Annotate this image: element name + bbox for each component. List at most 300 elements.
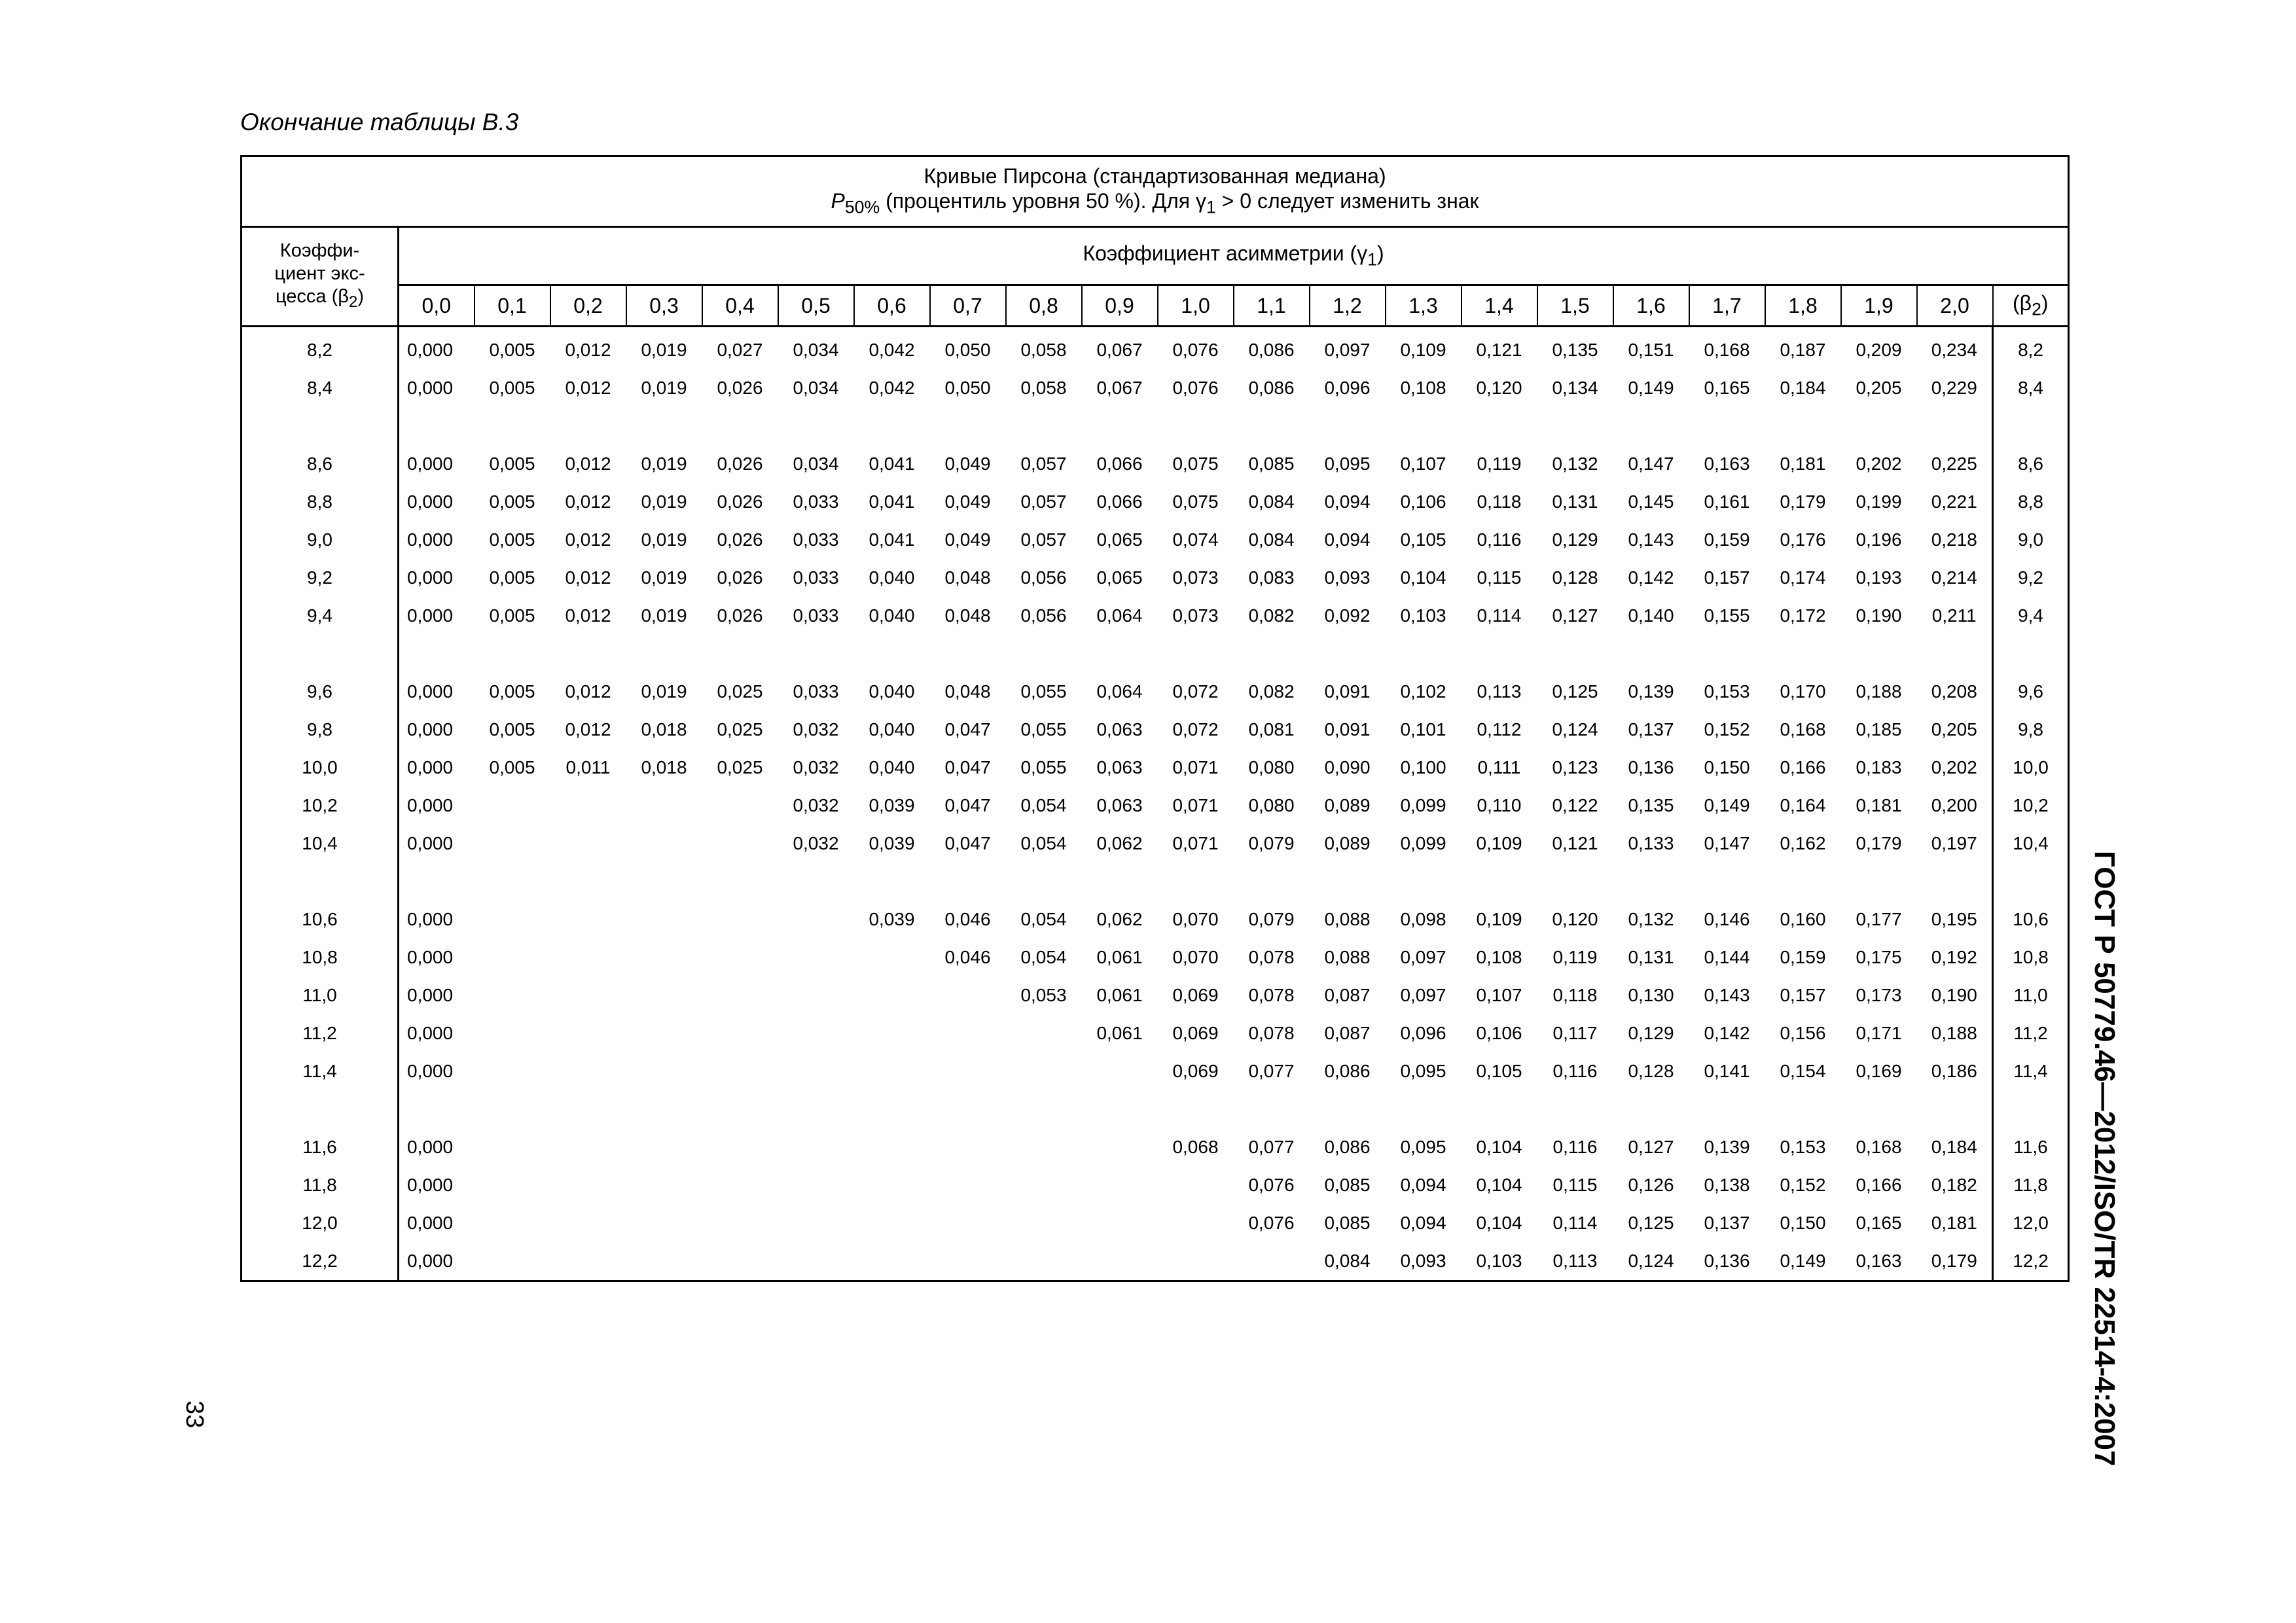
value-cell: 0,071 [1172,833,1219,853]
value-cell [778,1204,854,1242]
spacer-cell [1006,635,1082,673]
spacer-cell [1841,863,1917,901]
value-cell: 0,175 [1856,947,1902,967]
row-beta2-label-right: 9,4 [1993,597,2069,635]
value-cell: 0,093 [1324,567,1371,588]
value-cell [626,1204,702,1242]
value-cell: 0,153 [1780,1137,1826,1157]
value-cell: 0,041 [869,454,915,474]
spacer-cell [475,407,550,445]
table-row [242,1166,2069,1204]
spacer-cell [1462,1090,1537,1128]
value-cell [778,938,854,976]
value-cell [1158,1242,1234,1281]
value-cell: 0,218 [1931,529,1977,550]
value-cell [1006,1014,1082,1052]
column-header: 0,1 [475,285,550,327]
value-cell: 0,047 [944,833,991,853]
value-cell: 0,005 [489,605,535,626]
value-cell: 0,019 [641,567,687,588]
value-cell: 0,094 [1324,491,1371,512]
spacer-cell [702,407,778,445]
value-cell: 0,077 [1248,1137,1295,1157]
value-cell [1006,1052,1082,1090]
row-beta2-label: 8,6 [242,445,399,483]
value-cell: 0,063 [1096,795,1143,815]
value-cell: 0,099 [1400,833,1446,853]
value-cell: 0,000 [407,985,454,1005]
value-cell [778,1166,854,1204]
row-beta2-label-right: 12,0 [1993,1204,2069,1242]
value-cell: 0,192 [1931,947,1977,967]
value-cell: 0,062 [1096,833,1143,853]
asymmetry-header-sub: 1 [1367,249,1377,270]
value-cell: 0,097 [1400,947,1446,967]
spacer-cell [1234,1090,1310,1128]
column-header-beta2 [1993,285,2069,327]
value-cell [626,1014,702,1052]
value-cell: 0,134 [1552,378,1598,398]
value-cell [626,1242,702,1281]
value-cell: 0,113 [1537,1242,1613,1281]
value-cell: 0,058 [1020,340,1067,360]
value-cell: 0,049 [944,454,991,474]
value-cell: 0,082 [1248,605,1295,626]
value-cell [778,1242,854,1281]
value-cell: 0,000 [407,605,454,626]
value-cell: 0,144 [1704,947,1750,967]
value-cell: 0,183 [1856,757,1902,777]
beta2-prefix: (β [2013,291,2032,315]
spacer-row [242,635,2069,673]
value-cell: 0,000 [407,529,454,550]
value-cell: 0,159 [1704,529,1750,550]
row-beta2-label-right: 10,6 [1993,901,2069,938]
value-cell: 0,048 [944,605,991,626]
spacer-cell [778,635,854,673]
spacer-cell [930,1090,1006,1128]
spacer-cell [1158,635,1234,673]
spacer-cell [1917,1090,1993,1128]
value-cell: 0,151 [1628,340,1674,360]
spacer-cell [1689,863,1765,901]
value-cell: 0,097 [1324,340,1371,360]
separator-cell [1765,327,1841,332]
column-header: 1,8 [1765,285,1841,327]
value-cell: 0,181 [1856,795,1902,815]
value-cell: 0,086 [1324,1061,1371,1081]
spacer-cell [930,407,1006,445]
value-cell [1082,1166,1158,1204]
value-cell: 0,131 [1552,491,1598,512]
value-cell: 0,095 [1400,1137,1446,1157]
row-beta2-label-right: 10,8 [1993,938,2069,976]
value-cell: 0,119 [1552,947,1598,967]
value-cell: 0,184 [1931,1137,1977,1157]
table-row [242,1128,2069,1166]
value-cell: 0,108 [1476,947,1522,967]
value-cell: 0,063 [1096,719,1143,740]
value-cell: 0,214 [1931,567,1977,588]
value-cell: 0,159 [1780,947,1826,967]
column-header: 1,3 [1386,285,1462,327]
value-cell: 0,019 [641,378,687,398]
value-cell: 0,108 [1400,378,1446,398]
value-cell: 0,073 [1172,605,1219,626]
row-beta2-label: 9,0 [242,521,399,559]
value-cell: 0,012 [565,681,611,702]
value-cell: 0,058 [1020,378,1067,398]
value-cell: 0,076 [1172,378,1219,398]
value-cell: 0,055 [1020,757,1067,777]
spacer-cell [1613,1090,1689,1128]
value-cell: 0,073 [1172,567,1219,588]
row-beta2-label: 10,2 [242,787,399,825]
column-header: 1,4 [1462,285,1537,327]
spacer-cell [1082,1090,1158,1128]
document-side-title: ГОСТ Р 50779.46—2012/ISO/TR 22514-4:2007 [2089,851,2121,1467]
value-cell: 0,104 [1476,1175,1522,1195]
table-row [242,521,2069,559]
value-cell: 0,005 [489,378,535,398]
spacer-cell [475,1090,550,1128]
spacer-cell [930,863,1006,901]
value-cell [550,1204,626,1242]
value-cell: 0,047 [944,757,991,777]
spacer-cell [1386,407,1462,445]
value-cell: 0,156 [1780,1023,1826,1043]
value-cell: 0,188 [1856,681,1902,702]
row-beta2-label-right: 9,2 [1993,559,2069,597]
spacer-cell [1234,635,1310,673]
value-cell: 0,095 [1400,1061,1446,1081]
value-cell: 0,195 [1931,909,1977,929]
value-cell: 0,049 [944,529,991,550]
spacer-cell [475,635,550,673]
spacer-cell [1310,407,1386,445]
value-cell: 0,133 [1628,833,1674,853]
value-cell: 0,125 [1552,681,1598,702]
table-row [242,1242,2069,1281]
value-cell: 0,005 [489,454,535,474]
value-cell: 0,005 [489,757,535,777]
row-beta2-label-right: 11,4 [1993,1052,2069,1090]
spacer-cell [626,407,702,445]
value-cell: 0,103 [1462,1242,1537,1281]
spacer-cell [1689,635,1765,673]
column-header: 1,6 [1613,285,1689,327]
value-cell: 0,019 [641,340,687,360]
value-cell: 0,139 [1704,1137,1750,1157]
value-cell: 0,046 [944,947,991,967]
value-cell: 0,005 [489,340,535,360]
value-cell [702,976,778,1014]
spacer-cell [242,407,399,445]
value-cell: 0,069 [1172,1023,1219,1043]
spacer-cell [242,1090,399,1128]
value-cell: 0,146 [1704,909,1750,929]
value-cell: 0,018 [641,719,687,740]
value-cell: 0,145 [1628,491,1674,512]
value-cell: 0,025 [717,757,763,777]
value-cell: 0,190 [1856,605,1902,626]
value-cell: 0,061 [1096,985,1143,1005]
spacer-cell [1689,407,1765,445]
column-header: 1,7 [1689,285,1765,327]
value-cell: 0,202 [1856,454,1902,474]
spacer-cell [1765,863,1841,901]
value-cell: 0,088 [1324,909,1371,929]
spacer-cell [930,635,1006,673]
value-cell: 0,114 [1552,1213,1598,1233]
value-cell: 0,179 [1780,491,1826,512]
value-cell: 0,068 [1172,1137,1219,1157]
spacer-row [242,407,2069,445]
value-cell [550,901,626,938]
value-cell: 0,000 [407,1175,454,1195]
value-cell [550,1166,626,1204]
value-cell: 0,143 [1628,529,1674,550]
column-header: 0,7 [930,285,1006,327]
row-beta2-label-right: 9,0 [1993,521,2069,559]
value-cell [626,976,702,1014]
table-row [242,559,2069,597]
value-cell: 0,065 [1096,529,1143,550]
value-cell: 0,121 [1476,340,1522,360]
value-cell: 0,000 [407,757,454,777]
value-cell [702,1052,778,1090]
value-cell: 0,072 [1172,719,1219,740]
row-beta2-label: 10,6 [242,901,399,938]
column-header: 0,9 [1082,285,1158,327]
value-cell [854,1052,930,1090]
value-cell: 0,208 [1931,681,1977,702]
value-cell [550,1014,626,1052]
value-cell: 0,136 [1689,1242,1765,1281]
value-cell: 0,135 [1552,340,1598,360]
spacer-cell [242,863,399,901]
value-cell: 0,153 [1704,681,1750,702]
value-cell: 0,100 [1400,757,1446,777]
row-beta2-label-right: 10,0 [1993,749,2069,787]
spacer-cell [1613,407,1689,445]
value-cell: 0,086 [1248,378,1295,398]
value-cell: 0,109 [1476,909,1522,929]
value-cell: 0,097 [1400,985,1446,1005]
value-cell: 0,221 [1931,491,1977,512]
value-cell: 0,152 [1780,1175,1826,1195]
value-cell: 0,121 [1552,833,1598,853]
value-cell: 0,005 [489,491,535,512]
value-cell: 0,084 [1248,529,1295,550]
spacer-cell [1537,407,1613,445]
value-cell: 0,104 [1476,1137,1522,1157]
row-header-line3-suffix: ) [357,286,365,308]
row-beta2-label-right: 11,0 [1993,976,2069,1014]
value-cell: 0,179 [1856,833,1902,853]
value-cell: 0,026 [717,378,763,398]
value-cell: 0,032 [793,795,839,815]
separator-cell [1082,327,1158,332]
separator-cell [1462,327,1537,332]
value-cell: 0,096 [1324,378,1371,398]
value-cell: 0,081 [1248,719,1295,740]
value-cell: 0,076 [1248,1175,1295,1195]
value-cell: 0,104 [1476,1213,1522,1233]
spacer-cell [1310,635,1386,673]
value-cell: 0,136 [1628,757,1674,777]
value-cell: 0,181 [1931,1213,1977,1233]
value-cell: 0,080 [1248,795,1295,815]
value-cell: 0,093 [1386,1242,1462,1281]
spacer-cell [1537,635,1613,673]
row-header-line3-prefix: цесса (β [275,286,349,308]
value-cell: 0,065 [1096,567,1143,588]
value-cell: 0,033 [793,567,839,588]
spacer-cell [550,407,626,445]
value-cell: 0,152 [1704,719,1750,740]
value-cell [778,901,854,938]
value-cell: 0,053 [1020,985,1067,1005]
value-cell [854,1242,930,1281]
value-cell [550,787,626,825]
value-cell [475,938,550,976]
value-cell: 0,061 [1096,1023,1143,1043]
value-cell: 0,176 [1780,529,1826,550]
row-beta2-label-right: 9,6 [1993,673,2069,711]
spacer-cell [1537,863,1613,901]
value-cell: 0,046 [944,909,991,929]
value-cell: 0,165 [1856,1213,1902,1233]
value-cell [1082,1204,1158,1242]
value-cell [550,1052,626,1090]
column-header: 0,6 [854,285,930,327]
value-cell: 0,080 [1248,757,1295,777]
value-cell [702,1014,778,1052]
value-cell: 0,123 [1552,757,1598,777]
value-cell: 0,018 [641,757,687,777]
spacer-row [242,1090,2069,1128]
value-cell: 0,105 [1400,529,1446,550]
separator-cell [1386,327,1462,332]
value-cell: 0,086 [1248,340,1295,360]
value-cell: 0,169 [1856,1061,1902,1081]
value-cell: 0,067 [1096,378,1143,398]
value-cell: 0,019 [641,529,687,550]
spacer-cell [399,863,475,901]
value-cell: 0,109 [1476,833,1522,853]
value-cell: 0,114 [1477,605,1522,626]
spacer-cell [1765,407,1841,445]
value-cell [702,938,778,976]
value-cell: 0,042 [869,378,915,398]
value-cell: 0,000 [407,340,454,360]
value-cell [626,1166,702,1204]
value-cell: 0,047 [944,795,991,815]
value-cell: 0,011 [565,757,611,777]
spacer-row [242,863,2069,901]
value-cell: 0,149 [1704,795,1750,815]
spacer-cell [1917,863,1993,901]
value-cell: 0,039 [869,833,915,853]
header-separator-row [242,327,2069,332]
value-cell: 0,019 [641,454,687,474]
page-number: 33 [181,1400,208,1429]
value-cell: 0,062 [1096,909,1143,929]
value-cell: 0,034 [793,378,839,398]
spacer-cell [399,635,475,673]
value-cell: 0,087 [1324,1023,1371,1043]
value-cell: 0,084 [1248,491,1295,512]
value-cell [475,1128,550,1166]
row-header-line3-sub: 2 [348,293,358,311]
spacer-cell [1993,635,2069,673]
value-cell: 0,050 [944,378,991,398]
value-cell [475,901,550,938]
row-beta2-label: 12,0 [242,1204,399,1242]
value-cell: 0,050 [944,340,991,360]
beta2-suffix: ) [2041,291,2049,315]
spacer-cell [626,1090,702,1128]
value-cell: 0,061 [1096,947,1143,967]
value-cell: 0,107 [1400,454,1446,474]
value-cell: 0,113 [1477,681,1522,702]
value-cell: 0,012 [565,340,611,360]
value-cell: 0,025 [717,681,763,702]
value-cell: 0,199 [1856,491,1902,512]
value-cell [854,938,930,976]
value-cell: 0,129 [1628,1023,1674,1043]
value-cell: 0,033 [793,491,839,512]
value-cell: 0,034 [793,340,839,360]
value-cell: 0,012 [565,719,611,740]
spacer-cell [702,863,778,901]
row-beta2-label-right: 11,8 [1993,1166,2069,1204]
value-cell: 0,064 [1096,605,1143,626]
value-cell: 0,160 [1780,909,1826,929]
value-cell: 0,040 [869,719,915,740]
row-beta2-label-right: 10,2 [1993,787,2069,825]
spacer-cell [1158,863,1234,901]
value-cell [475,1014,550,1052]
value-cell: 0,072 [1172,681,1219,702]
column-header: 0,0 [399,285,475,327]
value-cell [1082,1052,1158,1090]
value-cell: 0,005 [489,719,535,740]
value-cell [930,1242,1006,1281]
title-line2-text: (процентиль уровня 50 %). Для γ [880,188,1206,213]
value-cell: 0,056 [1020,567,1067,588]
spacer-cell [475,863,550,901]
value-cell: 0,086 [1324,1137,1371,1157]
value-cell: 0,172 [1780,605,1826,626]
table-row [242,711,2069,749]
spacer-cell [1386,863,1462,901]
value-cell: 0,181 [1780,454,1826,474]
row-header-line3 [242,285,397,313]
separator-cell [1689,327,1765,332]
value-cell [626,938,702,976]
value-cell: 0,200 [1931,795,1977,815]
value-cell: 0,185 [1856,719,1902,740]
value-cell: 0,124 [1613,1242,1689,1281]
value-cell: 0,039 [869,795,915,815]
value-cell: 0,171 [1856,1023,1902,1043]
value-cell: 0,132 [1552,454,1598,474]
value-cell: 0,130 [1628,985,1674,1005]
value-cell: 0,139 [1628,681,1674,702]
spacer-cell [1006,863,1082,901]
